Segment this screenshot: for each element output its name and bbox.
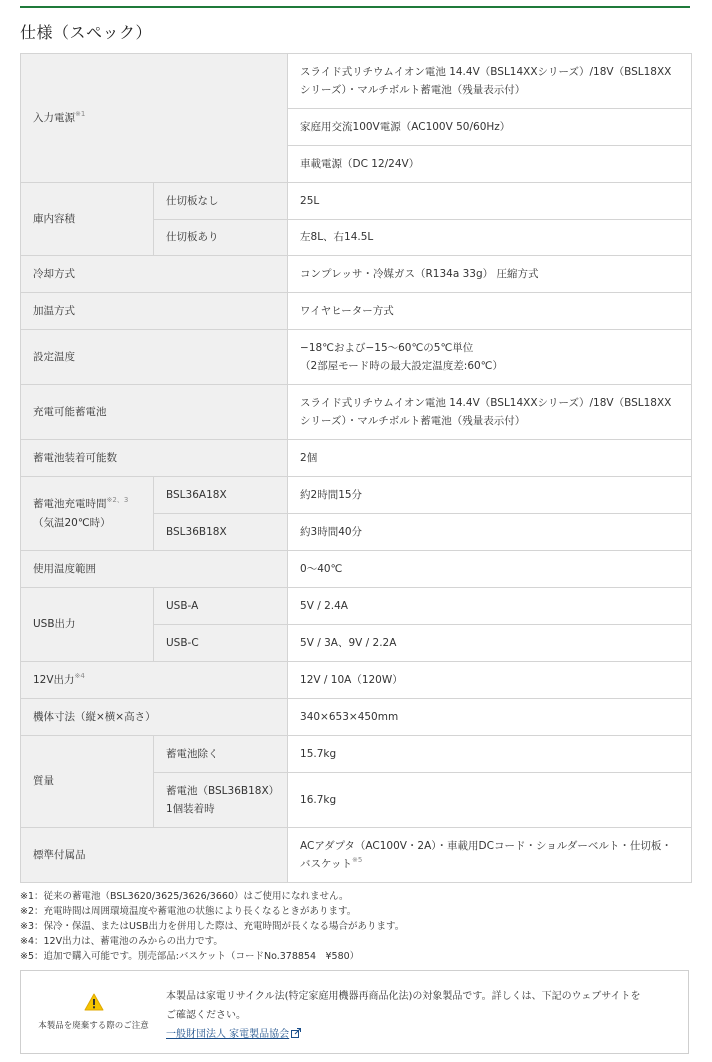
spec-value-cooling: コンプレッサ・冷媒ガス（R134a 33g） 圧縮方式 [288,256,692,293]
spec-sublabel-weight-2: 蓄電池（BSL36B18X） 1個装着時 [154,773,288,828]
spec-value-capacity-1: 25L [288,183,692,220]
spec-sublabel-charge-1: BSL36A18X [154,477,288,514]
table-row [21,736,692,773]
spec-label-operating-temp: 使用温度範囲 [21,551,288,588]
spec-value-usb-a: 5V / 2.4A [288,588,692,625]
spec-value-operating-temp: 0〜40℃ [288,551,692,588]
spec-value-accessories: ACアダプタ（AC100V・2A）・車載用DCコード・ショルダーベルト・仕切板・ バスケット$^{※5}$ [288,828,692,883]
spec-sublabel-capacity-2: 仕切板あり [154,220,288,256]
spec-value-dimensions: 340×653×450mm [288,699,692,736]
table-row [21,588,692,625]
spec-value-weight-2: 16.7kg [288,773,692,828]
spec-value-temperature: −18℃および−15〜60℃の5℃単位 （2部屋モード時の最大設定温度差:60℃） [288,330,692,385]
spec-sublabel-usb-a: USB-A [154,588,288,625]
spec-value-usb-c: 5V / 3A、9V / 2.2A [288,625,692,662]
section-title: 仕様（スペック） [20,23,153,42]
spec-label-usb: USB出力 [21,588,154,662]
spec-label-charge-time: 蓄電池充電時間$^{※2、3}$ （気温20℃時） [21,477,154,551]
footnote-3: ※3：保冷・保温、またはUSB出力を併用した際は、充電時間が長くなる場合があります。 [20,921,405,932]
spec-label-weight: 質量 [21,736,154,828]
spec-table [20,53,692,883]
spec-label-battery: 充電可能蓄電池 [21,385,288,440]
table-row [21,662,692,699]
footnote-5: ※5：追加で購入可能です。別売部品:バスケット（コードNo.378854 ¥580） [20,951,360,962]
spec-sublabel-charge-2: BSL36B18X [154,514,288,551]
spec-label-cooling: 冷却方式 [21,256,288,293]
table-row [21,293,692,330]
spec-value-12v: 12V / 10A（120W） [288,662,692,699]
spec-sublabel-capacity-1: 仕切板なし [154,183,288,220]
spec-label-capacity: 庫内容積 [21,183,154,256]
table-row [21,54,692,109]
spec-value-power-3: 車載電源（DC 12/24V） [288,146,692,183]
spec-label-temperature: 設定温度 [21,330,288,385]
table-row [21,477,692,514]
spec-label-dimensions: 機体寸法（縦×横×高さ） [21,699,288,736]
table-row [21,183,692,220]
disposal-notice-text: 本製品は家電リサイクル法(特定家庭用機器再商品化法)の対象製品です。詳しくは、下記のウェブサイトを ご確認ください。 一般財団法人 家電製品協会 [166,991,641,1040]
disposal-notice [20,970,689,1054]
footnote-2: ※2：充電時間は周囲環境温度や蓄電池の状態により長くなるときがあります。 [20,906,357,917]
aeha-link[interactable]: 一般財団法人 家電製品協会 [166,1029,301,1040]
section-top-rule [20,6,690,8]
spec-value-battery: スライド式リチウムイオン電池 14.4V（BSL14XXシリーズ）/18V（BSL18XXシリーズ）・マルチボルト蓄電池（残量表示付） [288,385,692,440]
footnote-1: ※1：従来の蓄電池（BSL3620/3625/3626/3660）はご使用になれません。 [20,891,349,902]
footnotes [20,889,404,964]
spec-value-charge-2: 約3時間40分 [288,514,692,551]
table-row [21,699,692,736]
spec-value-weight-1: 15.7kg [288,736,692,773]
table-row [21,828,692,883]
spec-value-battery-count: 2個 [288,440,692,477]
spec-label-heating: 加温方式 [21,293,288,330]
spec-sublabel-usb-c: USB-C [154,625,288,662]
spec-label-power: 入力電源$^{※1}$ [21,54,288,183]
table-row [21,330,692,385]
table-row [21,440,692,477]
spec-sublabel-weight-1: 蓄電池除く [154,736,288,773]
spec-value-charge-1: 約2時間15分 [288,477,692,514]
spec-label-12v: 12V出力$^{※4}$ [21,662,288,699]
footnote-4: ※4：12V出力は、蓄電池のみからの出力です。 [20,936,223,947]
spec-label-battery-count: 蓄電池装着可能数 [21,440,288,477]
table-row [21,385,692,440]
table-row [21,256,692,293]
spec-value-heating: ワイヤヒーター方式 [288,293,692,330]
table-row [21,551,692,588]
warning-triangle-icon [84,993,104,1011]
spec-value-power-2: 家庭用交流100V電源（AC100V 50/60Hz） [288,109,692,146]
spec-value-power-1: スライド式リチウムイオン電池 14.4V（BSL14XXシリーズ）/18V（BSL18XXシリーズ）・マルチボルト蓄電池（残量表示付） [288,54,692,109]
disposal-notice-label: 本製品を廃棄する際のご注意 [38,1021,149,1031]
spec-value-capacity-2: 左8L、右14.5L [288,220,692,256]
external-link-icon [291,1028,301,1038]
spec-label-accessories: 標準付属品 [21,828,288,883]
